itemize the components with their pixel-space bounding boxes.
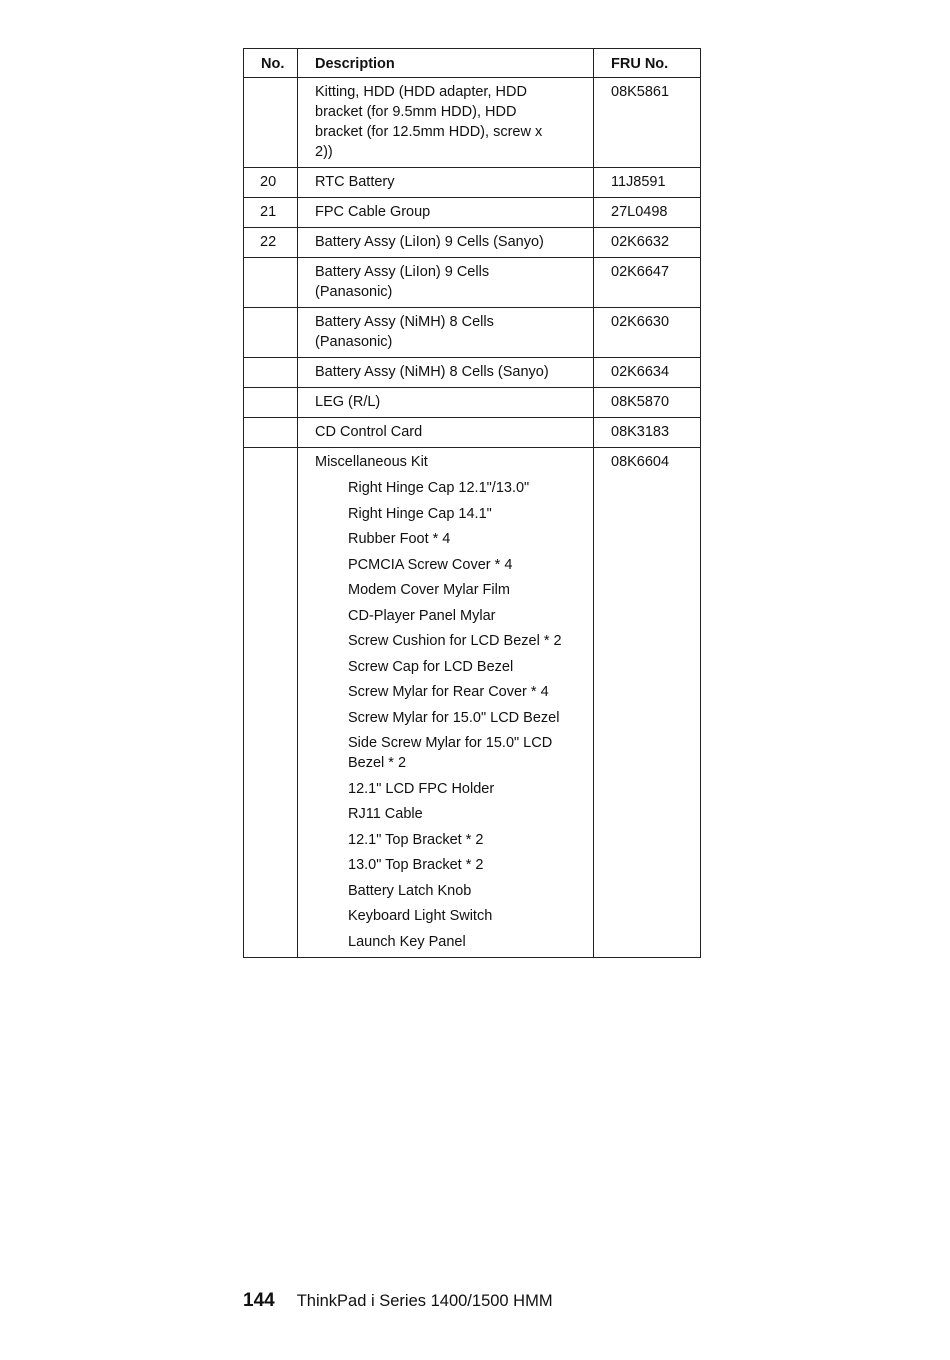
misc-kit-item-list	[315, 478, 581, 952]
cell-description: Battery Assy (LiIon) 9 Cells (Sanyo)	[298, 228, 594, 258]
cell-no	[244, 308, 298, 358]
cell-description: RTC Battery	[298, 168, 594, 198]
list-item: Launch Key Panel	[348, 933, 466, 950]
cell-no	[244, 448, 298, 958]
cell-no	[244, 418, 298, 448]
table-row	[244, 198, 701, 228]
misc-kit-title: Miscellaneous Kit	[315, 454, 428, 470]
cell-no: 22	[244, 228, 298, 258]
misc-kit-row	[244, 448, 701, 958]
cell-no	[244, 258, 298, 308]
cell-description	[298, 448, 594, 958]
list-item: 12.1" Top Bracket * 2	[348, 831, 484, 848]
cell-no	[244, 358, 298, 388]
cell-description: Battery Assy (NiMH) 8 Cells (Sanyo)	[298, 358, 594, 388]
cell-fru-no: 08K5870	[594, 388, 701, 418]
cell-description: LEG (R/L)	[298, 388, 594, 418]
list-item: Screw Mylar for 15.0" LCD Bezel	[348, 709, 560, 726]
cell-description: Battery Assy (NiMH) 8 Cells (Panasonic)	[298, 308, 594, 358]
list-item: 12.1" LCD FPC Holder	[348, 780, 495, 797]
cell-no	[244, 78, 298, 168]
cell-no: 21	[244, 198, 298, 228]
table-row	[244, 258, 701, 308]
table-row	[244, 358, 701, 388]
table-row	[244, 168, 701, 198]
list-item: CD-Player Panel Mylar	[348, 607, 496, 624]
list-item: RJ11 Cable	[348, 806, 423, 822]
cell-no: 20	[244, 168, 298, 198]
header-description: Description	[298, 49, 594, 78]
list-item: Screw Cap for LCD Bezel	[348, 658, 514, 675]
table-row	[244, 308, 701, 358]
document-title: ThinkPad i Series 1400/1500 HMM	[296, 1292, 553, 1310]
list-item: Battery Latch Knob	[348, 882, 472, 899]
list-item: Screw Mylar for Rear Cover * 4	[348, 684, 549, 700]
list-item: Right Hinge Cap 14.1"	[348, 505, 492, 522]
table-row	[244, 388, 701, 418]
cell-fru-no: 08K3183	[594, 418, 701, 448]
table-header-row	[244, 49, 701, 78]
page-footer	[243, 1290, 553, 1312]
cell-description: Kitting, HDD (HDD adapter, HDD bracket (for 9.5mm HDD), HDD bracket (for 12.5mm HDD), screw x 2))	[298, 78, 594, 168]
table-row	[244, 418, 701, 448]
page-number: 144	[243, 1290, 275, 1311]
cell-no	[244, 388, 298, 418]
list-item: Screw Cushion for LCD Bezel * 2	[348, 633, 562, 649]
header-fru-no: FRU No.	[594, 49, 701, 78]
table-row	[244, 78, 701, 168]
list-item: Right Hinge Cap 12.1"/13.0"	[348, 480, 530, 496]
list-item: 13.0" Top Bracket * 2	[348, 857, 484, 873]
cell-fru-no: 08K6604	[594, 448, 701, 958]
cell-fru-no: 02K6634	[594, 358, 701, 388]
cell-description: CD Control Card	[298, 418, 594, 448]
header-no: No.	[244, 49, 298, 78]
list-item: Keyboard Light Switch	[348, 908, 493, 924]
cell-description: Battery Assy (LiIon) 9 Cells (Panasonic)	[298, 258, 594, 308]
list-item: Rubber Foot * 4	[348, 531, 451, 547]
cell-fru-no: 02K6632	[594, 228, 701, 258]
cell-fru-no: 02K6647	[594, 258, 701, 308]
cell-fru-no: 27L0498	[594, 198, 701, 228]
cell-fru-no: 08K5861	[594, 78, 701, 168]
cell-description: FPC Cable Group	[298, 198, 594, 228]
list-item: Modem Cover Mylar Film	[348, 582, 510, 598]
cell-fru-no: 02K6630	[594, 308, 701, 358]
table-row	[244, 228, 701, 258]
fru-parts-table	[243, 48, 701, 958]
list-item: PCMCIA Screw Cover * 4	[348, 556, 513, 573]
list-item: Side Screw Mylar for 15.0" LCD Bezel * 2	[348, 735, 553, 771]
cell-fru-no: 11J8591	[594, 168, 701, 198]
